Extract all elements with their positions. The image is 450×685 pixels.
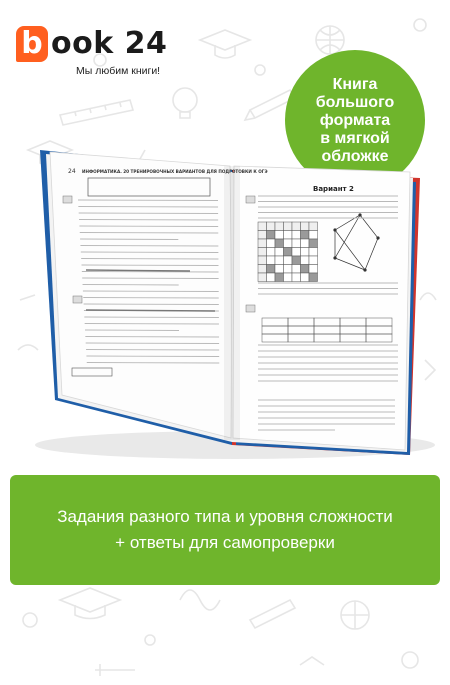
logo-wordmark: ook 24	[51, 26, 168, 61]
logo-tagline: Мы любим книги!	[76, 65, 161, 77]
features-banner-text: Задания разного типа и уровня сложности + ответы для самопроверки	[57, 507, 393, 552]
features-banner	[10, 475, 440, 585]
logo-letter-b: b	[16, 26, 48, 62]
right-page-title: Вариант 2	[313, 185, 354, 193]
left-page-number: 24	[68, 168, 76, 175]
left-page-header: ИНФОРМАТИКА. 20 ТРЕНИРОВОЧНЫХ ВАРИАНТОВ ДЛЯ ПОДГОТОВКИ К ОГЭ	[82, 169, 268, 174]
format-badge-text: Книга большого формата в мягкой обложке	[315, 76, 395, 165]
